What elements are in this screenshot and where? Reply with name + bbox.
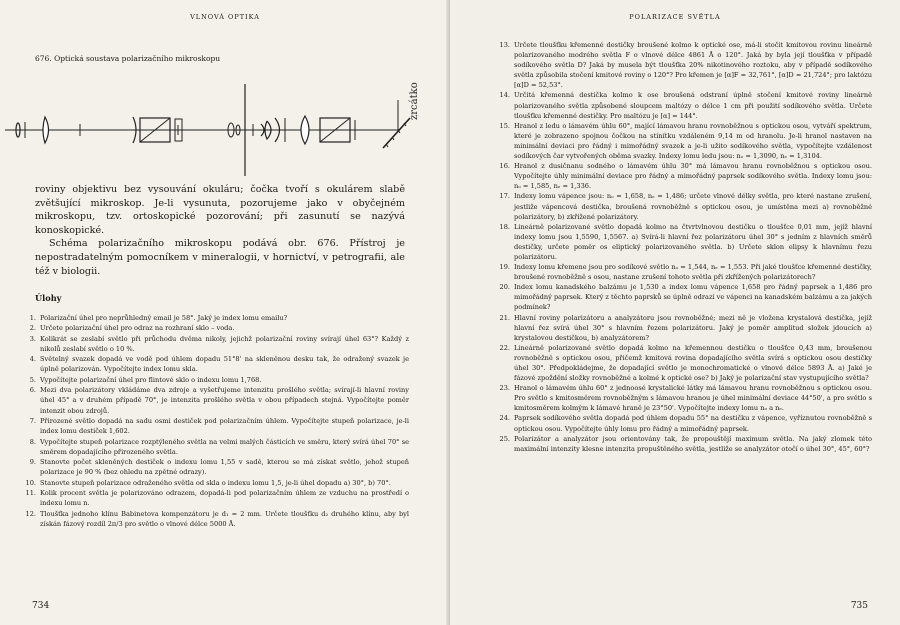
page-number-left: 734 bbox=[32, 601, 50, 611]
task-list-left bbox=[24, 313, 409, 529]
figure-label-zrcatko: zrcátko bbox=[409, 82, 420, 120]
paragraph-2: Schéma polarizačního mikroskopu podává obr. 676. Přístroj je nepostradatelným pomocníkem v mineralogii, v hornictví, v petrografii, ale též v biologii. bbox=[35, 238, 405, 277]
task-item: 5. Vypočítejte polarizační úhel pro flintové sklo o indexu lomu 1,768. bbox=[29, 375, 262, 384]
task-item: 15. Hranol z ledu o lámavém úhlu 60°, mající lámavou hranu rovnoběžnou s optickou osou, vytváří spektrum, které je zobrazeno spojnou čočkou na stínítku vzdáleném 9,14 m od hranolu. Je-li hranol nastaven na minimální deviaci pro řádný i mimořádný svazek a je-li užito sodíkového světla, vypočítejte vzdálenost sodíkových čar vytvořených oběma svazky. Indexy lomu ledu jsou: nₒ = 1,3090, nₑ = 1,3104. bbox=[499, 121, 872, 161]
task-item: 6. Mezi dva polarizátory vkládáme dva zdroje a vyšetřujeme intenzitu prošlého světla; svírají-li hlavní roviny úhel 45° a v druhém případě 70°, je intenzita prošlého světla v obou případech stejná. Vypočítejte poměr intenzit obou zdrojů. bbox=[29, 386, 409, 415]
task-item: 4. Světelný svazek dopadá ve vodě pod úhlem dopadu 51°8' na skleněnou desku tak, že odražený svazek je úplně polarizován. Vypočítejte index lomu skla. bbox=[29, 355, 409, 374]
task-item: 10. Stanovte stupeň polarizace odraženého světla od skla o indexu lomu 1,5, je-li úhel dopadu a) 30°, b) 70°. bbox=[25, 478, 391, 487]
task-item: 2. Určete polarizační úhel pro odraz na rozhraní sklo – voda. bbox=[29, 324, 235, 333]
running-head-left: VLNOVÁ OPTIKA bbox=[190, 13, 260, 21]
body-text bbox=[35, 183, 405, 278]
task-item: 11. Kolik procent světla je polarizováno odrazem, dopadá-li pod polarizačním úhlem ze vzduchu na prostředí o indexu lomu n. bbox=[25, 489, 409, 508]
running-head-right: POLARIZACE SVĚTLA bbox=[629, 13, 721, 21]
task-item: 7. Přirozené světlo dopadá na sadu osmi destiček pod polarizačním úhlem. Vypočítejte stupeň polarizace, je-li index lomu destiček 1,602. bbox=[29, 416, 409, 436]
task-item: 24. Paprsek sodíkového světla dopadá pod úhlem dopadu 55° na destičku z vápence, vyříznutou rovnoběžně s optickou osou. Vypočítejte úhly lomu pro řádný a mimořádný paprsek. bbox=[499, 414, 872, 433]
task-item: 19. Indexy lomu křemene jsou pro sodíkové světlo nₒ = 1,544, nₑ = 1,553. Při jaké tloušťce křemenné destičky, broušené rovnoběžně s osou, nastane zrušení tohoto světla při zkřížených polarizátorech? bbox=[499, 263, 872, 282]
task-item: 9. Stanovte počet skleněných destiček o indexu lomu 1,55 v sadě, kterou se má získat světlo, jehož stupeň polarizace je 90 % (bez ohledu na zpětné odrazy). bbox=[29, 458, 409, 477]
task-item: 16. Hranol z dusičnanu sodného o lámavém úhlu 30° má lámavou hranu rovnoběžnou s optickou osou. Vypočítejte úhly minimální deviace pro řádný a mimořádný paprsek sodíkového světla. Indexy lomu jsou: nₒ = 1,585, nₑ = 1,336. bbox=[499, 162, 872, 191]
task-item: 18. Lineárně polarizované světlo dopadá kolmo na čtvrtvlnovou destičku o tloušťce 0,01 mm, jejíž hlavní indexy lomu jsou 1,5590, 1,5567. a) Svírá-li hlavní řez polarizátoru úhel 30° s jedním z hlavních směrů destičky, určete poměr os eliptický polarizovaného světla. b) Určete sklon elipsy k hlavnímu řezu polarizátoru. bbox=[499, 222, 872, 261]
figure-caption: 676. Optická soustava polarizačního mikroskopu bbox=[35, 54, 221, 63]
task-item: 3. Kolikrát se zeslabí světlo při průchodu dvěma nikoly, jejichž polarizační roviny svírají úhel 63°? Každý z nikolů zeslabí světlo o 10 %. bbox=[29, 334, 409, 353]
task-item: 22. Lineárně polarizované světlo dopadá kolmo na křemennou destičku o tloušťce 0,43 mm, broušenou rovnoběžně s optickou osou, přičemž kmitová rovina dopadajícího světla svírá s optickou osou destičky úhel 30°. Předpokládejme, že dopadající světlo je monochromatické o vlnové délce 5893 Å. a) Jaké je fázové zpoždění složky rovnoběžné a kolmé k optické ose? b) Jaký je polarizační stav vystupujícího světla? bbox=[499, 343, 872, 383]
task-item: 8. Vypočítejte stupeň polarizace rozptýleného světla na velmi malých částicích ve směru, který svírá úhel 70° se směrem dopadajícího přirozeného světla. bbox=[29, 437, 409, 456]
right-page bbox=[450, 0, 900, 625]
task-item: 12. Tloušťka jednoho klínu Babinetova kompenzátoru je d₁ = 2 mm. Určete tloušťku d₂ druhého klínu, aby byl získán fázový rozdíl 2π/3 pro světlo o vlnové délce 5000 Å. bbox=[25, 509, 409, 528]
task-item: 21. Hlavní roviny polarizátoru a analyzátoru jsou rovnoběžné; mezi ně je vložena krystalová destička, jejíž hlavní řez svírá úhel 30° s hlavním řezem polarizátoru. Jaký je poměr amplitud složek jdoucích a) krystalovou destičkou, b) analyzátorem? bbox=[499, 313, 872, 342]
microscope-diagram bbox=[5, 70, 425, 180]
task-item: 13. Určete tloušťku křemenné destičky broušené kolmo k optické ose, má-li stočit kmitovou rovinu lineárně polarizovaného modrého světla F o vlnové délce 4861 Å o 120°. Jaká by byla její tloušťka v případě sodíkového světla D? Jaká by musela být tloušťka 20% nikotinového roztoku, aby v případě sodíkového světla způsobila stočení kmitové roviny o 120°? Pro křemen je [α]F = 32,761°, [α]D = 21,724°; pro laktózu [α]D = 52,53°. bbox=[499, 41, 872, 90]
task-item: 1. Polarizační úhel pro neprůhledný email je 58°. Jaký je index lomu emailu? bbox=[29, 314, 288, 322]
task-list-right bbox=[492, 40, 872, 454]
task-item: 14. Určitá křemenná destička kolmo k ose broušená odstraní úplně stočení kmitové roviny lineárně polarizovaného světla způsobené sloupcem maltózy o délce 1 cm při použití sodíkového světla. Určete tloušťku křemenné destičky. Pro maltózu je [α] = 144°. bbox=[499, 91, 872, 120]
paragraph-1: roviny objektivu bez vysouvání okuláru; čočka tvoří s okulárem slabě zvětšující mikroskop. Je-li vysunuta, pozorujeme jako v obyčejném mikroskopu, tzv. ortoskopické pozorování; při zasunutí se nazývá konoskopické. bbox=[35, 184, 405, 236]
page-number-right: 735 bbox=[850, 601, 868, 611]
tasks-heading: Úlohy bbox=[35, 293, 62, 303]
task-item: 25. Polarizátor a analyzátor jsou orientovány tak, že propouštějí maximum světla. Na jaký zlomek této maximální intenzity klesne intenzita propuštěného světla, jestliže se analyzátor otočí o úhel 30°, 45°, 60°? bbox=[499, 434, 872, 453]
task-item: 23. Hranol o lámavém úhlu 60° z jednoosé krystalické látky má lámavou hranu rovnoběžnou s optickou osou. Pro světlo s kmitosměrem rovnoběžným s lámavou hranou je úhel minimální deviace 44°50', a pro světlo s kmitosměrem kolmým k lámavé hraně je 23°50'. Vypočítejte indexy lomu nₒ a nₑ. bbox=[499, 384, 872, 413]
task-item: 17. Indexy lomu vápence jsou: nₒ = 1,658, nₑ = 1,486; určete vlnové délky světla, pro které nastane zrušení, jestliže vápencová destička, broušená rovnoběžně s optickou osou, je umístěna mezi a) rovnoběžné polarizátory, b) zkřížené polarizátory. bbox=[499, 192, 872, 221]
task-item: 20. Index lomu kanadského balzámu je 1,530 a index lomu vápence 1,658 pro řádný paprsek a 1,486 pro mimořádný paprsek. Který z těchto paprsků se úplně odrazí ve vápenci na kanadském balzámu a za jakých podmínek? bbox=[499, 283, 872, 312]
